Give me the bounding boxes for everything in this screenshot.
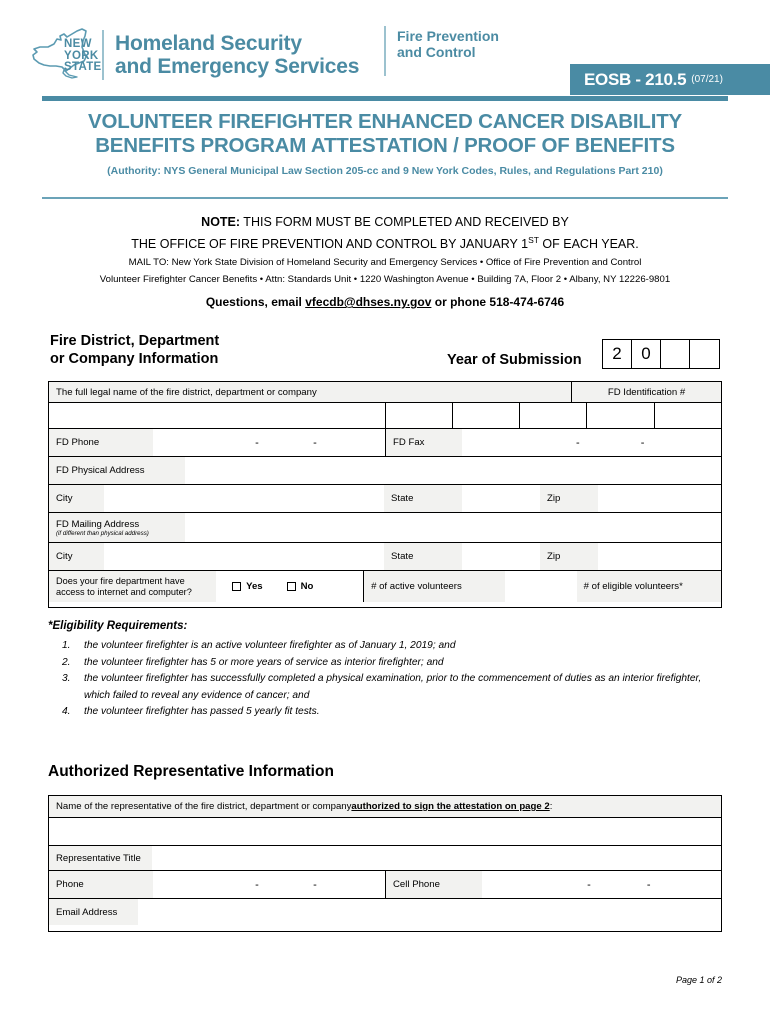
fd-mail-state-label: State bbox=[384, 543, 462, 570]
note-line2-after: OF EACH YEAR. bbox=[538, 237, 639, 252]
fd-city-state-zip-row bbox=[49, 485, 721, 513]
fd-active-volunteers-label: # of active volunteers bbox=[363, 571, 505, 602]
representative-section-heading: Authorized Representative Information bbox=[48, 763, 334, 780]
fd-active-volunteers-input[interactable] bbox=[505, 571, 577, 602]
fd-internet-yes-label: Yes bbox=[246, 581, 263, 592]
fire-district-table bbox=[48, 381, 722, 608]
eligibility-item bbox=[48, 671, 722, 704]
page-number: Page 1 of 2 bbox=[675, 975, 722, 985]
eligibility-item-text: the volunteer firefighter has successfully completed a physical examination, prior to the commencement of duties as an interior firefighter, which failed to reveal any evidence of cancer; and bbox=[84, 673, 702, 701]
page-title bbox=[0, 110, 770, 158]
note-label: NOTE: bbox=[201, 215, 241, 229]
eligibility-item-number: 2. bbox=[62, 656, 71, 668]
rep-phone-group bbox=[49, 871, 385, 898]
division-title-line1: Fire Prevention bbox=[397, 28, 499, 44]
fd-id-box-5[interactable] bbox=[655, 403, 721, 428]
contact-email[interactable]: vfecdb@dhses.ny.gov bbox=[305, 295, 432, 310]
fd-mail-zip-input[interactable] bbox=[598, 543, 721, 570]
fd-name-input-row bbox=[49, 403, 721, 429]
division-divider bbox=[384, 26, 386, 76]
eligibility-requirements bbox=[48, 620, 722, 721]
fd-phone-group bbox=[49, 429, 385, 456]
rep-cell-phone-group bbox=[385, 871, 721, 898]
fd-physical-address-label: FD Physical Address bbox=[49, 457, 185, 484]
questions-prefix: Questions, email bbox=[205, 295, 306, 310]
fd-internet-question-label bbox=[49, 571, 216, 602]
fd-fax-dash-1: - bbox=[575, 436, 580, 449]
fd-mailing-address-label-main: FD Mailing Address bbox=[56, 518, 140, 530]
fd-id-box-1[interactable] bbox=[386, 403, 453, 428]
division-title-line2: and Control bbox=[397, 44, 476, 60]
fd-name-input[interactable] bbox=[49, 403, 385, 428]
rep-phone-input[interactable] bbox=[153, 871, 385, 898]
fd-fax-dash-2: - bbox=[640, 436, 645, 449]
rep-name-label bbox=[49, 796, 721, 817]
eligibility-item-text: the volunteer firefighter has 5 or more years of service as interior firefighter; and bbox=[84, 656, 444, 668]
rep-title-label: Representative Title bbox=[49, 846, 152, 870]
fd-id-box-3[interactable] bbox=[520, 403, 587, 428]
rep-title-input[interactable] bbox=[152, 846, 721, 870]
title-rule bbox=[42, 197, 728, 199]
fd-id-label: FD Identification # bbox=[571, 382, 721, 402]
note-line2-before: THE OFFICE OF FIRE PREVENTION AND CONTROL BY JANUARY 1 bbox=[131, 237, 529, 252]
authority-line: (Authority: NYS General Municipal Law Section 205-cc and 9 New York Codes, Rules, and Regulations Part 210) bbox=[107, 165, 663, 177]
rep-title-row bbox=[49, 846, 721, 871]
year-box-3[interactable] bbox=[661, 340, 690, 368]
new-york-state-outline-icon bbox=[28, 25, 102, 85]
fd-internet-no-label: No bbox=[300, 581, 314, 592]
logo-divider bbox=[102, 30, 104, 80]
rep-phone-label: Phone bbox=[49, 871, 153, 898]
agency-title-line1: Homeland Security bbox=[115, 32, 302, 55]
fd-mail-state-input[interactable] bbox=[462, 543, 540, 570]
eligibility-item-text: the volunteer firefighter is an active volunteer firefighter as of January 1, 2019; and bbox=[84, 640, 456, 651]
fd-phone-dash-1: - bbox=[255, 436, 259, 449]
form-code-badge bbox=[570, 64, 770, 95]
nys-word-new: NEW bbox=[64, 38, 92, 50]
fd-city-input[interactable] bbox=[104, 485, 384, 512]
year-of-submission-label: Year of Submission bbox=[447, 352, 582, 368]
fd-state-label: State bbox=[384, 485, 462, 512]
fd-id-box-2[interactable] bbox=[453, 403, 520, 428]
fd-phone-dash-2: - bbox=[313, 436, 317, 449]
eligibility-item bbox=[48, 704, 722, 721]
fd-zip-label: Zip bbox=[540, 485, 598, 512]
questions-suffix: or phone 518-474-6746 bbox=[431, 295, 565, 310]
year-box-4[interactable] bbox=[690, 340, 719, 368]
fd-eligible-volunteers-label: # of eligible volunteers* bbox=[577, 571, 721, 602]
fd-id-input-group bbox=[385, 403, 722, 428]
fd-fax-label: FD Fax bbox=[386, 429, 462, 456]
mail-line2: Volunteer Firefighter Cancer Benefits • Attn: Standards Unit • 1220 Washington Avenue • Building 7A, Floor 2 • Albany, NY 12226-9801 bbox=[99, 274, 671, 286]
fd-internet-question-line2: access to internet and computer? bbox=[56, 586, 192, 597]
checkbox-icon[interactable] bbox=[287, 582, 296, 591]
rep-name-label-bold: authorized to sign the attestation on page 2 bbox=[351, 801, 550, 812]
fire-district-section-heading bbox=[50, 332, 219, 368]
note-ordinal-suffix: ST bbox=[528, 235, 539, 245]
nys-word-state: STATE bbox=[64, 61, 102, 73]
fd-fax-input[interactable] bbox=[462, 429, 721, 456]
eligibility-item-number: 3. bbox=[62, 673, 71, 684]
title-block bbox=[0, 110, 770, 177]
page-title-line1: VOLUNTEER FIREFIGHTER ENHANCED CANCER DISABILITY bbox=[87, 110, 683, 133]
fd-internet-no-option[interactable] bbox=[287, 581, 314, 592]
form-code: EOSB - 210.5 bbox=[584, 69, 687, 89]
mail-line1: MAIL TO: New York State Division of Homeland Security and Emergency Services • Office of Fire Prevention and Control bbox=[128, 257, 642, 269]
rep-cell-phone-label: Cell Phone bbox=[386, 871, 482, 898]
division-title bbox=[397, 28, 499, 60]
division-block bbox=[378, 26, 499, 82]
rep-name-input-row bbox=[49, 818, 721, 846]
nys-word-york: YORK bbox=[64, 49, 99, 62]
fd-zip-input[interactable] bbox=[598, 485, 721, 512]
year-box-1[interactable]: 2 bbox=[603, 340, 632, 368]
rep-name-label-colon: : bbox=[549, 801, 553, 812]
rep-cell-dash-1: - bbox=[587, 878, 591, 891]
rep-phone-dash-2: - bbox=[313, 878, 317, 891]
rep-cell-dash-2: - bbox=[646, 878, 651, 891]
rep-name-input[interactable] bbox=[49, 818, 721, 845]
note-line2 bbox=[0, 231, 770, 253]
rep-name-label-normal: Name of the representative of the fire district, department or company bbox=[56, 801, 352, 812]
fd-name-label: The full legal name of the fire district, department or company bbox=[49, 382, 571, 402]
agency-logo bbox=[28, 24, 359, 86]
header-rule bbox=[42, 96, 728, 101]
rep-email-label: Email Address bbox=[49, 899, 138, 925]
agency-title-line2: and Emergency Services bbox=[115, 55, 360, 78]
fd-fax-group bbox=[385, 429, 721, 456]
fd-mailing-address-label bbox=[49, 513, 185, 542]
fd-mail-city-input[interactable] bbox=[104, 543, 384, 570]
fd-physical-address-row bbox=[49, 457, 721, 485]
eligibility-item-text: the volunteer firefighter has passed 5 yearly fit tests. bbox=[84, 706, 320, 717]
eligibility-item bbox=[48, 638, 722, 655]
agency-title bbox=[115, 32, 359, 78]
fd-physical-address-input[interactable] bbox=[185, 457, 721, 484]
nys-wordmark bbox=[64, 39, 102, 74]
eligibility-item bbox=[48, 655, 722, 672]
fd-internet-question-line1: Does your fire department have bbox=[56, 575, 185, 586]
fd-internet-volunteers-row bbox=[49, 571, 721, 602]
fd-mailing-address-row bbox=[49, 513, 721, 543]
fd-mail-city-label: City bbox=[49, 543, 104, 570]
fd-name-header-row bbox=[49, 382, 721, 403]
page-title-line2: BENEFITS PROGRAM ATTESTATION / PROOF OF BENEFITS bbox=[95, 134, 675, 157]
rep-phone-dash-1: - bbox=[255, 878, 259, 891]
rep-email-row bbox=[49, 899, 721, 925]
fire-district-heading-line2: or Company Information bbox=[50, 351, 219, 367]
rep-email-input[interactable] bbox=[138, 899, 721, 925]
fd-id-box-4[interactable] bbox=[587, 403, 654, 428]
eligibility-item-number: 4. bbox=[62, 706, 71, 717]
fd-internet-checkbox-group bbox=[216, 571, 363, 602]
checkbox-icon[interactable] bbox=[232, 582, 241, 591]
fd-mailing-address-input[interactable] bbox=[185, 513, 721, 542]
page-header bbox=[0, 0, 770, 100]
rep-name-header-row bbox=[49, 796, 721, 818]
fd-phone-fax-row bbox=[49, 429, 721, 457]
note-line1 bbox=[0, 214, 770, 231]
fd-internet-yes-option[interactable] bbox=[232, 581, 263, 592]
fd-mail-zip-label: Zip bbox=[540, 543, 598, 570]
fd-state-input[interactable] bbox=[462, 485, 540, 512]
year-of-submission-boxes[interactable] bbox=[602, 339, 720, 369]
year-box-2[interactable]: 0 bbox=[632, 340, 661, 368]
fd-phone-label: FD Phone bbox=[49, 429, 153, 456]
note-line1-rest: THIS FORM MUST BE COMPLETED AND RECEIVED BY bbox=[240, 215, 569, 229]
note-block bbox=[0, 214, 770, 309]
eligibility-heading: *Eligibility Requirements: bbox=[48, 620, 188, 632]
rep-cell-phone-input[interactable] bbox=[482, 871, 721, 898]
fd-city-label: City bbox=[49, 485, 104, 512]
fire-district-heading-line1: Fire District, Department bbox=[50, 333, 220, 349]
fd-phone-input[interactable] bbox=[153, 429, 385, 456]
form-revision: (07/21) bbox=[691, 74, 723, 85]
eligibility-item-number: 1. bbox=[62, 640, 71, 651]
fd-mail-city-state-zip-row bbox=[49, 543, 721, 571]
fd-mailing-address-label-note: (if different than physical address) bbox=[56, 529, 149, 537]
page-footer bbox=[0, 975, 722, 985]
rep-phone-row bbox=[49, 871, 721, 899]
questions-line bbox=[0, 295, 770, 309]
representative-table bbox=[48, 795, 722, 932]
